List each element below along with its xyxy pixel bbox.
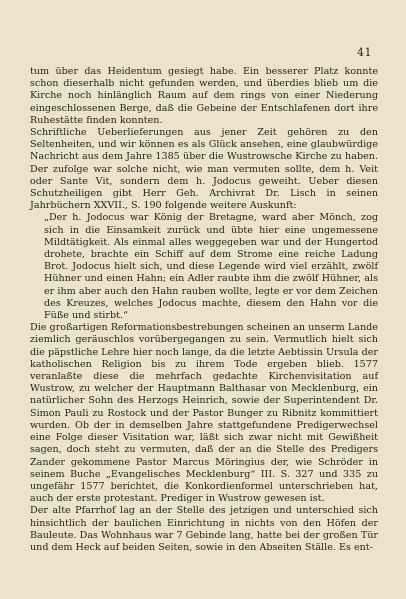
paragraph-5: Der alte Pfarrhof lag an der Stelle des jetzigen und unterschied sich hinsichtlich der baulichen Einrichtung in nichts von den Höfen der Bauleute. Das Wohnhaus war 7 Gebinde lang, hatte bei der großen Tür und dem Heck auf beiden Seiten, sowie in den Abseiten Ställe. Es ent- <box>30 505 378 553</box>
body-text <box>30 66 378 554</box>
page-number: 41 <box>357 46 372 59</box>
paragraph-4: Die großartigen Reformationsbestrebungen scheinen an unserm Lande ziemlich geräuschlos vorübergegangen zu sein. Vermutlich hielt sich die päpstliche Lehre hier noch lange, da die letzte Aebtissin Ursula der katholischen Religion bis zu ihrem Tode ergeben blieb. 1577 veranlaßte diese die mehrfach gedachte Kirchenvisitation auf Wustrow, zu welcher der Hauptmann Balthasar von Mecklenburg, ein natürlicher Sohn des Herzogs Heinrich, sowie der Superintendent Dr. Simon Pauli zu Rostock und der Pastor Bunger zu Ribnitz kommittiert wurden. Ob der in demselben Jahre stattgefundene Predigerwechsel eine Folge dieser Visitation war, läßt sich zwar nicht mit Gewißheit sagen, doch steht zu vermuten, daß der an die Stelle des Predigers Zander gekommene Pastor Marcus Möringius der, wie Schröder in seinem Buche „Evangelisches Mecklenburg“ III. S. 327 und 335 zu ungefähr 1577 berichtet, die Konkordienformel unterschrieben hat, auch der erste protestant. Prediger in Wustrow gewesen ist. <box>30 322 378 505</box>
quote-paragraph: „Der h. Jodocus war König der Bretagne, ward aber Mönch, zog sich in die Einsamkeit zurück und übte hier eine ungemessene Mildtätigkeit. Als einmal alles weggegeben war und der Hungertod drohete, brachte ein Schiff auf dem Strome eine reiche Ladung Brot. Jodocus hielt sich, und diese Legende wird viel erzählt, zwölf Hühner und einen Hahn; ein Adler raubte ihm die zwölf Hühner, als er ihm aber auch den Hahn rauben wollte, legte er vor dem Zeichen des Kreuzes, welches Jodocus machte, diesem den Hahn vor die Füße und stirbt.“ <box>44 212 378 322</box>
paragraph-2: Schriftliche Ueberlieferungen aus jener Zeit gehören zu den Seltenheiten, und wir können es als Glück ansehen, eine glaubwürdige Nachricht aus dem Jahre 1385 über die Wustrowsche Kirche zu haben. Der zufolge war solche nicht, wie man vermuten sollte, dem h. Veit oder Sante Vit, sondern dem h. Jodocus geweiht. Ueber diesen Schutzheiligen gibt Herr Geh. Archivrat Dr. Lisch in seinen Jahrbüchern XXVII., S. 190 folgende weitere Auskunft: <box>30 127 378 212</box>
paragraph-1: tum über das Heidentum gesiegt habe. Ein besserer Platz konnte schon dieserhalb nicht gefunden werden, und überdies blieb um die Kirche noch hinlänglich Raum auf dem rings von einer Niederung eingeschlossenen Berge, daß die Gebeine der Entschlafenen dort ihre Ruhestätte finden konnten. <box>30 66 378 126</box>
